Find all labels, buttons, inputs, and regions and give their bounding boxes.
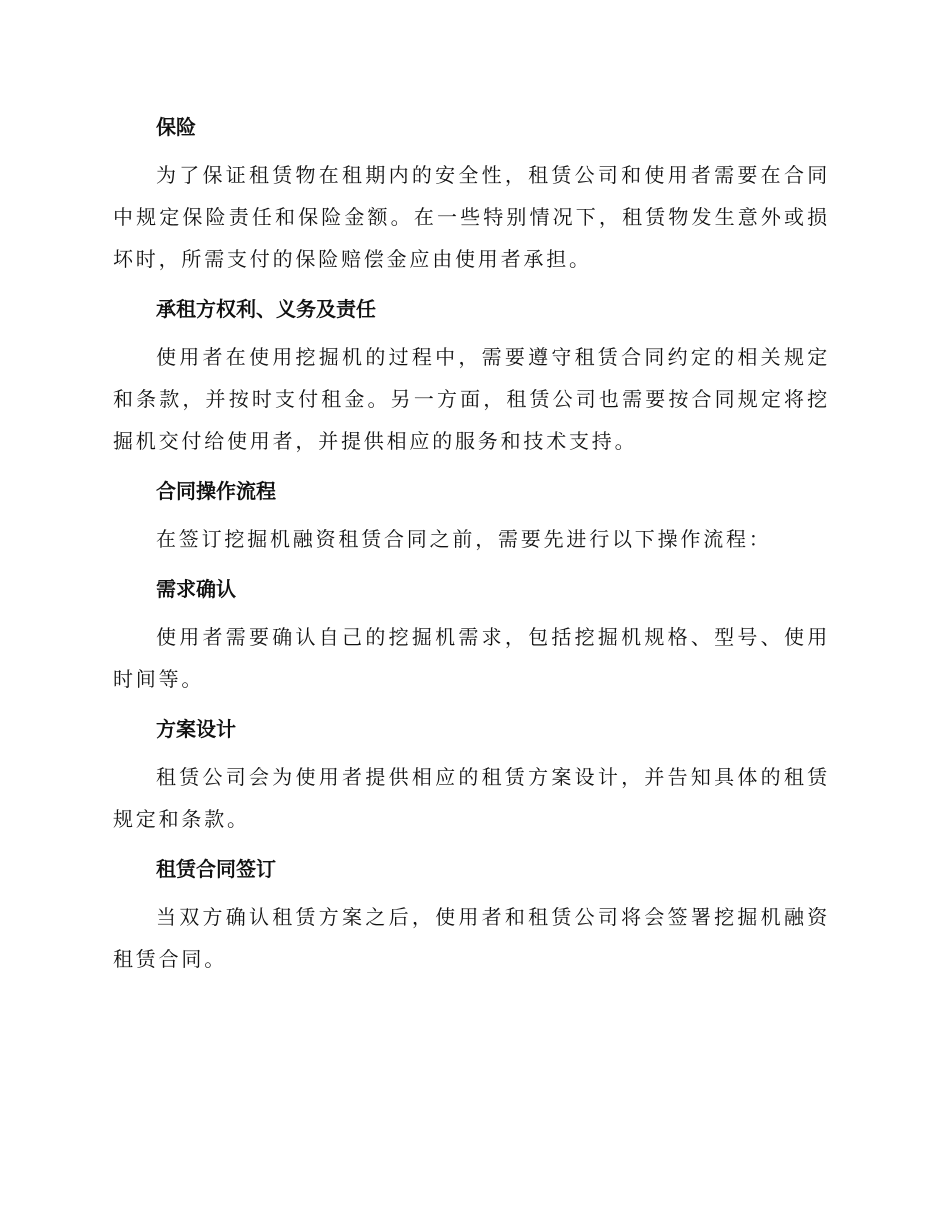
section-heading-needs-confirmation: 需求确认: [156, 577, 236, 601]
section-heading-contract-signing: 租赁合同签订: [156, 857, 276, 881]
section-paragraph-lessee-rights: 使用者在使用挖掘机的过程中，需要遵守租赁合同约定的相关规定和条款，并按时支付租金。另一方面，租赁公司也需要按合同规定将挖掘机交付给使用者，并提供相应的服务和技术支持。: [113, 345, 830, 453]
section-heading-insurance: 保险: [156, 115, 196, 139]
section-heading-contract-process: 合同操作流程: [156, 479, 276, 503]
section-paragraph-needs-confirmation: 使用者需要确认自己的挖掘机需求，包括挖掘机规格、型号、使用时间等。: [113, 625, 830, 691]
section-heading-plan-design: 方案设计: [156, 717, 236, 741]
section-heading-lessee-rights: 承租方权利、义务及责任: [156, 297, 376, 321]
section-paragraph-plan-design: 租赁公司会为使用者提供相应的租赁方案设计，并告知具体的租赁规定和条款。: [113, 765, 830, 831]
section-paragraph-contract-signing: 当双方确认租赁方案之后，使用者和租赁公司将会签署挖掘机融资租赁合同。: [113, 905, 830, 971]
section-paragraph-insurance: 为了保证租赁物在租期内的安全性，租赁公司和使用者需要在合同中规定保险责任和保险金额。在一些特别情况下，租赁物发生意外或损坏时，所需支付的保险赔偿金应由使用者承担。: [113, 163, 830, 271]
section-paragraph-contract-process: 在签订挖掘机融资租赁合同之前，需要先进行以下操作流程：: [156, 527, 772, 551]
